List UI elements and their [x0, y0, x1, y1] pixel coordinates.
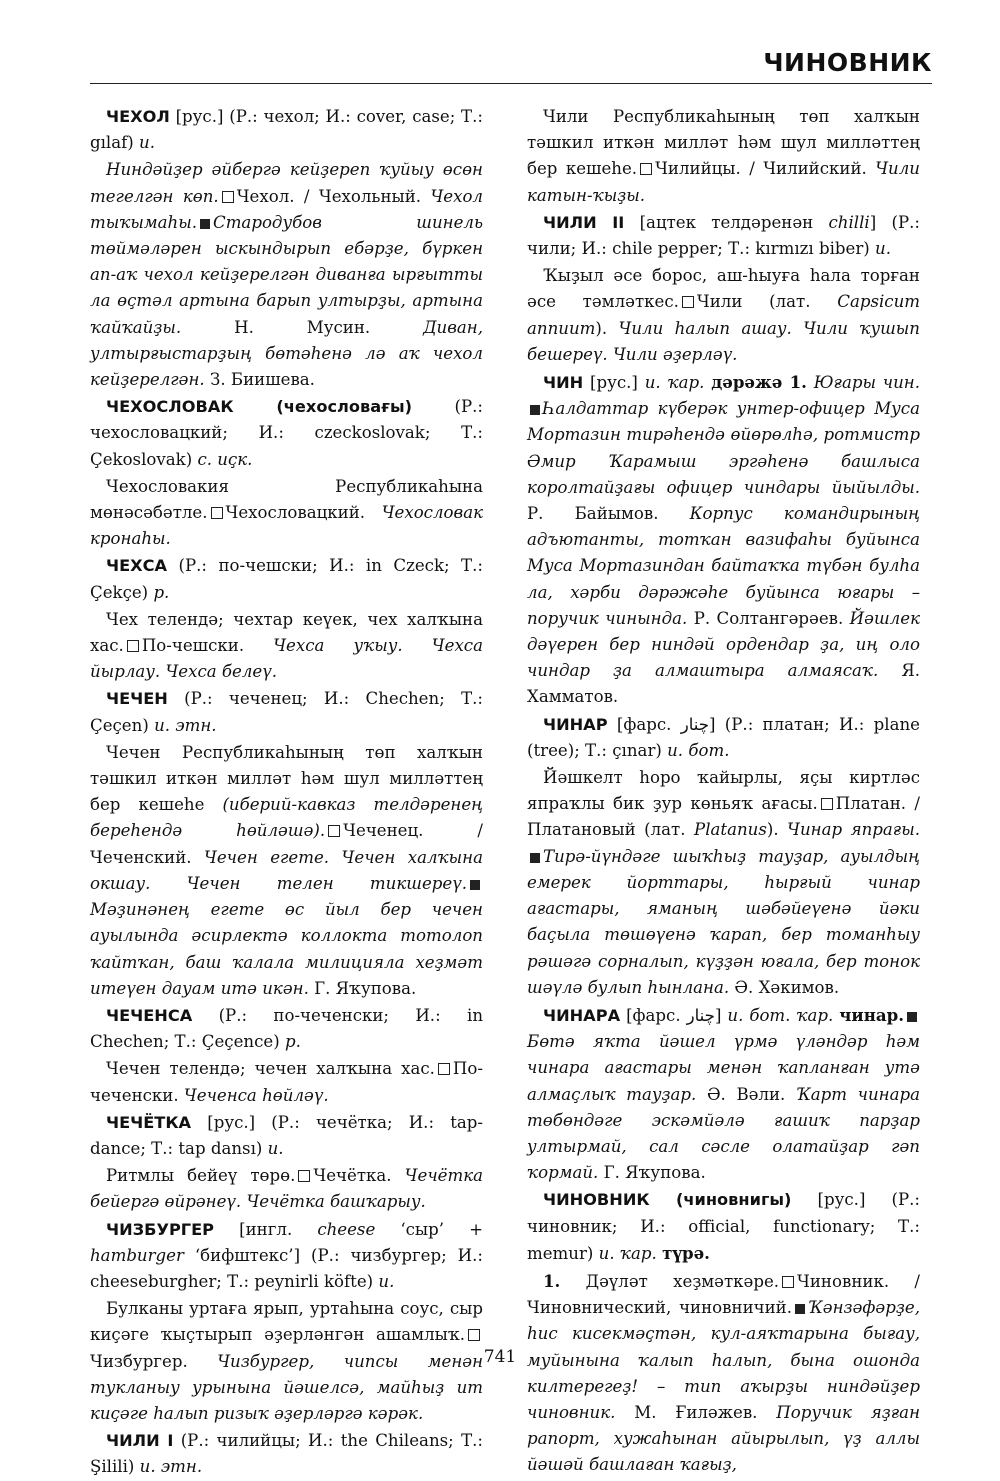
text: М. Ғиләжев. [615, 1402, 777, 1422]
dictionary-entry-header [527, 1187, 920, 1267]
etymon-arabic-script: چنار [686, 1005, 715, 1025]
italic-text: chilli [828, 212, 870, 232]
dictionary-entry-header [90, 1217, 483, 1296]
dictionary-entry-header [527, 712, 920, 764]
italic-text: и. этн. [139, 1457, 203, 1477]
text: Р. Байымов. [527, 504, 690, 524]
italic-text: Чили һалып ашау. Чили ҡушып бешереү. Чили әҙерләү. [527, 318, 920, 364]
russian-equivalent-marker-icon [468, 1329, 480, 1341]
russian-equivalent-marker-icon [127, 640, 139, 652]
entry-definition [90, 157, 483, 393]
dictionary-entry-header [90, 104, 483, 156]
text: По-чешски. [141, 636, 274, 656]
russian-equivalent-marker-icon [438, 1063, 450, 1075]
entry-definition [90, 1163, 483, 1215]
text: ] [714, 1005, 728, 1025]
text: ‘сыр’ + [375, 1219, 483, 1239]
text: [рус.] (Р.: чечётка; И.: tap-dance; Т.: tap dansı) [90, 1112, 483, 1158]
dictionary-entry-header [90, 553, 483, 605]
italic-text: Чечен егете. Чечен халҡына окшау. Чечен телен тикшереү. [90, 847, 483, 893]
text: Булканы уртаға ярып, уртаһына соус, сыр киҫәге ҡыҫтырып әҙерләнгән ашамлыҡ. [90, 1299, 483, 1345]
italic-text: и. [875, 239, 891, 259]
italic-text: Чехол тыҡымаһы. [90, 186, 483, 232]
cross-reference: 1. [543, 1270, 561, 1291]
example-marker-icon [530, 853, 540, 863]
text: Чечен телендә; чечен халҡына хас. [106, 1059, 435, 1079]
russian-equivalent-marker-icon [782, 1276, 794, 1288]
headword: ЧИЛИ II [543, 212, 625, 232]
dictionary-entry-header [527, 210, 920, 262]
text: Чеченец. / Чеченский. [90, 821, 483, 867]
italic-text: (иберий-кавказ телдәренең береһендә һөйләшә). [90, 795, 483, 841]
text: (Р.: чехословацкий; И.: czeckoslovak; Т.: Çekoslovak) [90, 397, 483, 469]
text: Ритмлы бейеү төрө. [106, 1166, 296, 1186]
text: [рус.] (Р.: чехол; И.: cover, case; Т.: gılaf) [90, 107, 483, 153]
cross-reference: чинар. [839, 1004, 905, 1025]
page-number: 741 [483, 1347, 517, 1367]
russian-equivalent-marker-icon [328, 825, 340, 837]
text: Йәшкелт һоро ҡайырлы, яҫы киртләс япраҡлы бик ҙур көньяҡ ағасы. [527, 768, 920, 814]
left-column [90, 104, 484, 1477]
russian-equivalent-marker-icon [640, 163, 652, 175]
italic-text: Чечётка бейергә өйрәнеү. Чечётка башҡарыу. [90, 1166, 483, 1212]
italic-text: Чехословак кронаһы. [90, 503, 483, 549]
italic-text: Поручик яҙған рапорт, хужаһынан айырылып, үҙ аллы йәшәй башлаған ҡағыҙ, [527, 1402, 920, 1475]
italic-text: Чеченса һөйләү. [183, 1085, 329, 1105]
text: [фарс. [607, 714, 681, 734]
italic-text: Корпус командирының адъютанты, тотҡан вазифаһы буйынса Муса Мортазиндан байтаҡҡа түбән булһа ла, хәрби дәрәжәһе буйынса юғары – поручик чинында. [527, 504, 920, 628]
header-rule [90, 83, 932, 84]
entry-definition [527, 104, 920, 209]
text: Чехол. / Чехольный. [236, 186, 431, 206]
dictionary-entry-header [90, 1003, 483, 1055]
text: ] (Р.: чили; И.: chile pepper; Т.: kırmızı biber) [527, 212, 920, 259]
italic-text: и. [378, 1271, 395, 1291]
etymon-arabic-script: چنار [680, 714, 710, 734]
italic-text: Мәҙинәнең егете өс йыл бер чечен ауылында әсирлектә коллокта тотолоп ҡайтҡан, баш ҡалала милицияла хеҙмәт итеүен дауам итә икән. [90, 900, 483, 998]
text: Г. Яҡупова. [308, 978, 417, 998]
italic-text: Ҡәнзәфәрҙе, һис кисекмәҫтән, кул-аяҡтарына бығау, муйынына ҡалып һалып, бына ошонда килтерегеҙ! – тип аҡырҙы ниндәйҙер чиновник. [527, 1298, 920, 1422]
italic-text: Чехса уҡыу. Чехса йырлау. Чехса белеү. [90, 636, 483, 682]
text: Платан. / Платановый (лат. [527, 794, 920, 840]
text: Чили Республикаһының төп халҡын тәшкил иткән милләт һәм шул милләттең бер кешеһе. [527, 107, 920, 179]
headword: ЧИЗБУРГЕР [106, 1219, 215, 1239]
dictionary-entry-header [90, 394, 483, 473]
italic-text: Capsicum annuum [527, 292, 920, 338]
text: Чечётка. [313, 1166, 405, 1186]
russian-equivalent-marker-icon [298, 1170, 310, 1182]
text: [ингл. [214, 1219, 318, 1239]
headword: ЧЕЧЕН [106, 689, 168, 709]
text: [ацтек телдәренән [624, 212, 829, 232]
example-marker-icon [470, 880, 480, 890]
text: Н. Мусин. [181, 317, 424, 337]
example-marker-icon [907, 1012, 917, 1022]
italic-text: Чизбургер, чипсы менән тукланыу урынына йәшелсә, майһыҙ ит киҫәге һалып ризыҡ әҙерләргә кәрәк. [90, 1351, 484, 1423]
headword: ЧИН [543, 373, 584, 393]
dictionary-entry-header [527, 1002, 920, 1186]
text: Чехословацкий. [225, 503, 382, 523]
entry-definition [527, 1268, 920, 1479]
dictionary-entry-header [90, 686, 483, 738]
russian-equivalent-marker-icon [211, 507, 223, 519]
italic-text: и. бот. [667, 740, 730, 760]
dictionary-entry-header [90, 1428, 483, 1480]
text: Чех телендә; чехтар кеүек, чех халҡына хас. [90, 609, 483, 656]
text: [рус.] [583, 373, 645, 393]
cross-reference: дәрәжә 1. [711, 372, 807, 393]
headword: ЧИНОВНИК (чиновнигы) [543, 1190, 792, 1210]
text [807, 373, 814, 392]
text: [фарс. [620, 1005, 687, 1025]
dictionary-entry-header [527, 369, 920, 711]
entry-definition [90, 740, 483, 1002]
text: ‘бифштекс’] (Р.: чизбургер; И.: cheeseburgher; Т.: peynirli köfte) [90, 1245, 483, 1291]
entry-definition [527, 765, 920, 1001]
russian-equivalent-marker-icon [682, 296, 694, 308]
example-marker-icon [200, 219, 210, 229]
headword: ЧИЛИ I [106, 1431, 174, 1451]
text: Чехословакия Республикаһына мөнәсәбәтле. [90, 476, 483, 523]
text: ). [595, 318, 619, 338]
text: Чиновник. / Чиновнический, чиновничий. [527, 1271, 920, 1318]
headword: ЧЕЧЕНСА [106, 1005, 193, 1025]
russian-equivalent-marker-icon [222, 191, 234, 203]
text: Я. Хамматов. [527, 661, 920, 707]
italic-text: Бөтә яҡта йәшел үрмә үләндәр һәм чинара ағастары менән ҡапланған утә алмаҫлыҡ тауҙар. [527, 1032, 920, 1104]
text: Чили (лат. [696, 292, 838, 312]
text: Ә. Вәли. [696, 1084, 796, 1104]
italic-text: и. этн. [154, 715, 217, 735]
text: ). [766, 820, 788, 840]
text: (Р.: по-чешски; И.: in Czeck; Т.: Çekçe) [90, 556, 483, 602]
italic-text: Һалдаттар күберәк унтер-офицер Муса Мортазин тирәһендә өйөрөлһә, ротмистр Әмир Ҡарамыш эргәһенә башлыса королтайҙағы офицер чиндары йыйылды. [527, 399, 920, 497]
italic-text: Йәшлек дәүерен бер ниндәй ордендар ҙа, иң оло чиндар ҙа алмаштыра алмаясаҡ. [527, 608, 920, 681]
entry-definition [527, 263, 920, 368]
headword: ЧИНАР [543, 714, 608, 734]
italic-text: hamburger [90, 1245, 184, 1265]
italic-text: и. ҡар. [598, 1243, 657, 1263]
headword: ЧЕХОСЛОВАК (чехословағы) [106, 397, 413, 417]
italic-text: Чинар япрағы. [787, 820, 920, 840]
right-column [527, 104, 920, 1475]
italic-text: Юғары чин. [813, 373, 920, 393]
text: Р. Солтангәрәев. [687, 608, 850, 628]
italic-text: р. [153, 582, 170, 602]
russian-equivalent-marker-icon [821, 798, 833, 810]
text: Ә. Хәкимов. [729, 977, 840, 997]
text: Ҡыҙыл әсе борос, аш-һыуға һала торған әсе тәмләткес. [527, 266, 920, 312]
italic-text: Ниндәйҙер әйбергә кейҙереп ҡуйыу өсөн тегелгән көп. [90, 160, 483, 206]
headword: ЧЕЧЁТКА [106, 1112, 192, 1132]
text: Чилийцы. / Чилийский. [655, 159, 876, 179]
running-head: ЧИНОВНИК [763, 48, 932, 77]
example-marker-icon [795, 1304, 805, 1314]
italic-text: Ҡарт чинара төбөндәге эскәмйәлә ғашиҡ парҙар ултырмай, сал сәсле олатайҙар гәп ҡормай. [527, 1084, 920, 1183]
text: (Р.: чеченец; И.: Chechen; Т.: Çeçen) [90, 689, 483, 735]
headword: ЧЕХОЛ [106, 107, 170, 126]
italic-text: р. [284, 1032, 301, 1052]
italic-text: Диван, ултырғыстарҙың бөтәһенә лә аҡ чехол кейҙерелгән. [90, 317, 483, 390]
italic-text: и. бот. ҡар. [727, 1005, 834, 1025]
entry-definition [90, 474, 483, 553]
italic-text: Стародубов шинель төймәләрен ыскындырып ебәрҙе, бүркен ап-аҡ чехол кейҙерелгән диванға ырғытты ла өҫтәл артына барып ултырҙы, артына ҡайҡайҙы. [90, 212, 483, 337]
italic-text: Тирә-йүндәге шыҡһыҙ тауҙар, ауылдың емерек йорттары, һырғый чинар ағастары, яманың шәбәйеүенә йәки баҫыла төшөүенә ҡарап, бер томанһыу рәшәгә сорналып, күҙҙән юғала, бер тонок шәүлә булып һынлана. [527, 846, 920, 997]
italic-text: Чили катын-ҡыҙы. [527, 159, 920, 205]
italic-text: cheese [317, 1219, 376, 1239]
text: По-чеченски. [90, 1059, 483, 1105]
entry-definition [90, 1056, 483, 1108]
entry-definition [90, 607, 483, 686]
italic-text: с. иҫк. [197, 449, 253, 469]
text: Чизбургер. [90, 1351, 218, 1371]
text: Дәүләт хеҙмәткәре. [560, 1271, 780, 1291]
text: Чечен Республикаһының төп халҡын тәшкил иткән милләт һәм шул милләттең бер кешеһе [90, 742, 483, 815]
italic-text: и. [267, 1138, 284, 1158]
text: Г. Яҡупова. [598, 1163, 706, 1183]
cross-reference: түрә. [662, 1242, 710, 1263]
headword: ЧЕХСА [106, 556, 168, 576]
italic-text: Platanus [694, 820, 767, 840]
text: [рус.] (Р.: чиновник; И.: official, functionary; Т.: memur) [527, 1190, 920, 1263]
italic-text: и. ҡар. [644, 373, 705, 393]
example-marker-icon [530, 405, 540, 415]
text: ] (Р.: платан; И.: plane (tree); Т.: çınar) [527, 714, 920, 760]
text: (Р.: по-чеченски; И.: in Chechen; Т.: Çeçence) [90, 1005, 483, 1052]
dictionary-entry-header [90, 1110, 483, 1162]
italic-text: и. [139, 133, 155, 153]
text: (Р.: чилийцы; И.: the Chileans; Т.: Şilili) [90, 1431, 484, 1477]
text: З. Биишева. [204, 370, 315, 390]
headword: ЧИНАРА [543, 1005, 621, 1025]
